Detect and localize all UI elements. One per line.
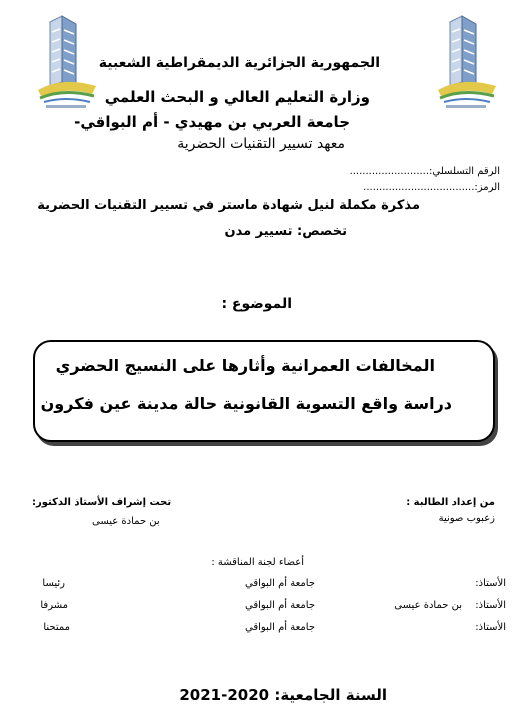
thesis-title-line2: دراسة واقع التسوية القانونية حالة مدينة عين فكرون — [40, 394, 452, 413]
jury-member-affiliation: جامعة أم البواقي — [245, 600, 315, 611]
university-emblem-icon — [432, 12, 502, 112]
code-field: الرمز:................................... — [363, 182, 500, 193]
jury-member-title: الأستاذ: — [475, 600, 506, 611]
student-name: زعبوب صونية — [438, 513, 495, 524]
republic-name: الجمهورية الجزائرية الديمقراطية الشعبية — [98, 55, 380, 71]
jury-member-title: الأستاذ: — [475, 578, 506, 589]
university-emblem-icon — [32, 12, 102, 112]
jury-member-role: رئيسا — [42, 578, 65, 589]
serial-number-field: الرقم التسلسلي:......................... — [349, 166, 500, 177]
prepared-by-label: من إعداد الطالبة : — [406, 497, 495, 508]
institute-name: معهد تسيير التقنيات الحضرية — [177, 136, 345, 152]
jury-member-affiliation: جامعة أم البواقي — [245, 622, 315, 633]
memo-description: مذكرة مكملة لنيل شهادة ماستر في تسيير التقنيات الحضرية — [37, 198, 420, 213]
specialty: تخصص: تسيير مدن — [224, 224, 347, 239]
supervisor-label: تحت إشراف الأستاذ الدكتور: — [32, 497, 172, 508]
jury-member-role: ممتحنا — [43, 622, 70, 633]
jury-member-role: مشرفا — [40, 600, 68, 611]
supervisor-name: بن حمادة عيسى — [92, 516, 160, 527]
university-name: جامعة العربي بن مهيدي - أم البواقي- — [74, 113, 350, 131]
academic-year: السنة الجامعية: 2020-2021 — [179, 686, 387, 704]
subject-label: الموضوع : — [221, 296, 292, 312]
jury-member-title: الأستاذ: — [475, 622, 506, 633]
jury-label: أعضاء لجنة المناقشة : — [211, 557, 304, 568]
ministry-name: وزارة التعليم العالي و البحث العلمي — [104, 88, 370, 106]
thesis-title-line1: المخالفات العمرانية وأثارها على النسيج الحضري — [55, 356, 435, 375]
jury-member-affiliation: جامعة أم البواقي — [245, 578, 315, 589]
jury-member-name: بن حمادة عيسى — [394, 600, 462, 611]
